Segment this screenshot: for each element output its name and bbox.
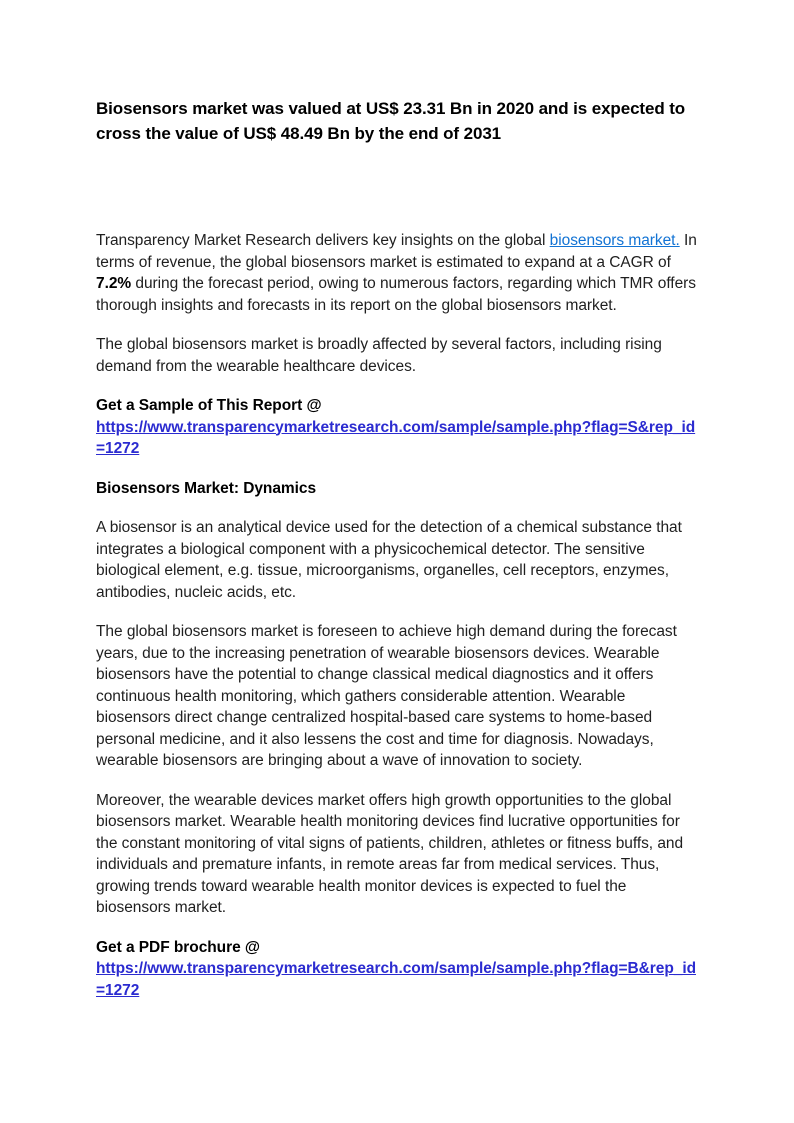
intro-text-after-bold: during the forecast period, owing to numerous factors, regarding which TMR offers thorough insights and forecasts in its report on the global biosensors market. <box>96 275 696 314</box>
sample-report-heading: Get a Sample of This Report @ <box>96 397 322 414</box>
sample-report-section <box>96 395 698 460</box>
wearable-opportunities-paragraph: Moreover, the wearable devices market offers high growth opportunities to the global biosensors market. Wearable health monitoring devices find lucrative opportunities for the constant monitoring of vital signs of patients, children, athletes or fitness buffs, and individuals and premature infants, in remote areas far from medical services. Thus, growing trends toward wearable health monitor devices is expected to fuel the biosensors market. <box>96 791 684 916</box>
intro-text-middle: In terms of revenue, the global biosensors market is estimated to expand at a CAGR of <box>96 232 697 271</box>
cagr-value: 7.2% <box>96 275 132 292</box>
intro-text-before-link: Transparency Market Research delivers key insights on the global <box>96 232 550 249</box>
pdf-brochure-section <box>96 937 698 1002</box>
document-title: Biosensors market was valued at US$ 23.31 Bn in 2020 and is expected to cross the value of US$ 48.49 Bn by the end of 2031 <box>96 99 686 143</box>
dynamics-heading: Biosensors Market: Dynamics <box>96 479 317 497</box>
demand-paragraph: The global biosensors market is broadly affected by several factors, including rising demand from the wearable healthcare devices. <box>96 336 662 375</box>
sample-report-link[interactable]: https://www.transparencymarketresearch.com/sample/sample.php?flag=S&rep_id=1272 <box>96 418 696 457</box>
intro-paragraph <box>96 230 698 316</box>
biosensors-market-link[interactable]: biosensors market. <box>549 232 680 249</box>
dynamics-section-heading-block <box>96 478 698 500</box>
document-content <box>96 97 698 1001</box>
forecast-paragraph: The global biosensors market is foreseen to achieve high demand during the forecast years, due to the increasing penetration of wearable biosensors devices. Wearable biosensors have the potential to change classical medical diagnostics and it offers continuous health monitoring, which gathers considerable attention. Wearable biosensors direct change centralized hospital-based care systems to home-based personal medicine, and it also lessens the cost and time for diagnosis. Nowadays, wearable biosensors are bringing about a wave of innovation to society. <box>96 623 677 769</box>
biosensor-definition-paragraph: A biosensor is an analytical device used for the detection of a chemical substance that integrates a biological component with a physicochemical detector. The sensitive biological element, e.g. tissue, microorganisms, organelles, cell receptors, enzymes, antibodies, nucleic acids, etc. <box>96 519 682 601</box>
pdf-brochure-link[interactable]: https://www.transparencymarketresearch.com/sample/sample.php?flag=B&rep_id=1272 <box>96 960 696 999</box>
pdf-brochure-heading: Get a PDF brochure @ <box>96 938 260 956</box>
